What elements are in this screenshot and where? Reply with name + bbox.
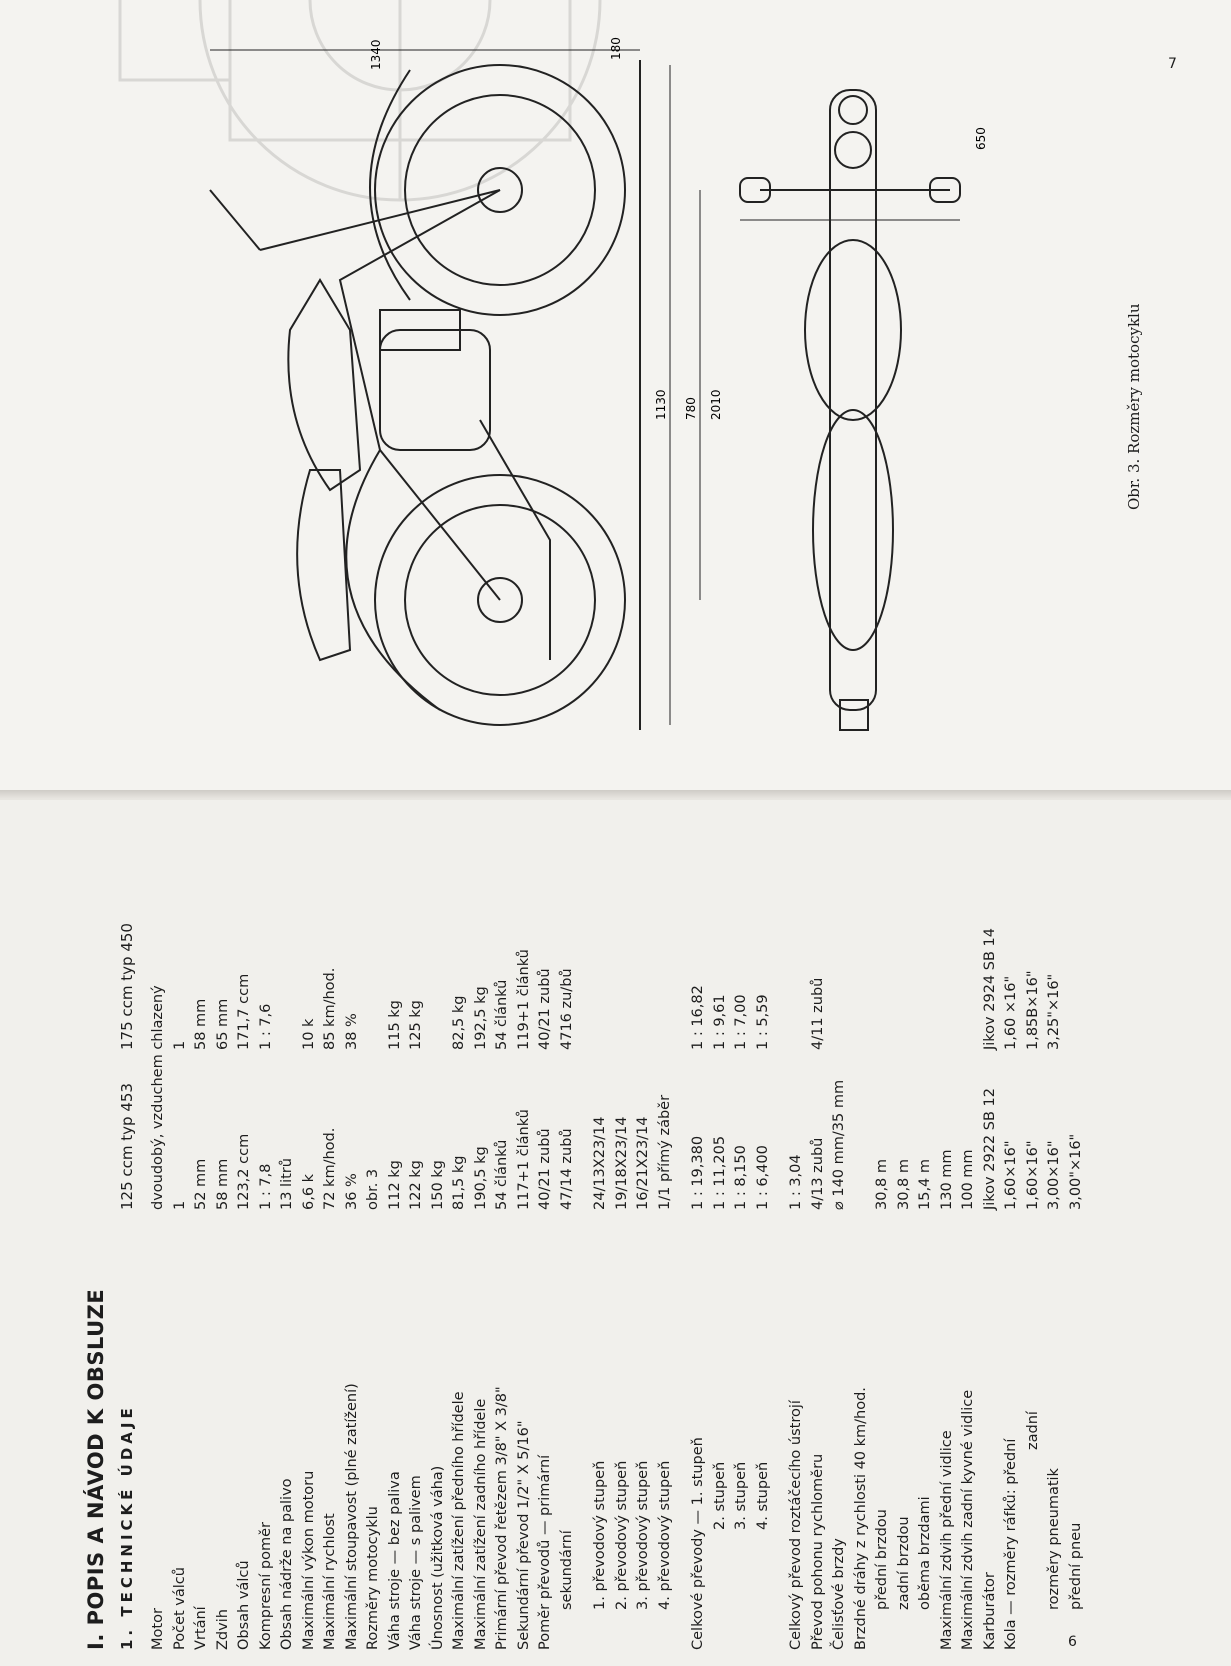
spec-value-125: 122 kg <box>408 1160 424 1210</box>
spec-value-125: 52 mm <box>193 1158 209 1210</box>
spec-row <box>428 830 450 1650</box>
spec-label: Sekundární převod 1/2" X 5/16" <box>515 1420 532 1650</box>
spec-value-125: 40/21 zubů <box>537 1128 553 1210</box>
spec-row <box>256 830 278 1650</box>
spec-label: oběma brzdami <box>917 1496 933 1610</box>
spec-row <box>1066 830 1088 1650</box>
spec-value-125: 1,60×16" <box>1003 1140 1019 1210</box>
spec-label: Váha stroje — s palivem <box>408 1475 424 1650</box>
spec-row <box>471 830 493 1650</box>
spec-row <box>937 830 959 1650</box>
spec-value-125: 1 : 8,150 <box>733 1145 749 1210</box>
spec-value-175: 38 % <box>343 1013 360 1050</box>
spec-label: Maximální zatížení zadního hřídele <box>472 1398 489 1650</box>
spec-value-175: 1 : 16,82 <box>690 985 706 1050</box>
spec-row <box>731 830 753 1650</box>
spec-value-175: 1 <box>171 1040 188 1050</box>
spec-value-175: Jikov 2924 SB 14 <box>981 928 998 1050</box>
spec-row <box>191 830 213 1650</box>
column-header-125: 125 ccm typ 453 <box>118 1083 136 1210</box>
spec-row <box>557 830 579 1650</box>
motorcycle-dimensions-figure <box>80 37 1000 750</box>
dimension-label: 650 <box>974 127 988 150</box>
spec-value-shared: 1/1 přímý záběr <box>656 1094 673 1210</box>
spec-row <box>406 830 428 1650</box>
spec-row <box>385 830 407 1650</box>
spec-label: Čelisťové brzdy <box>831 1538 847 1650</box>
spec-row <box>612 830 634 1650</box>
spec-row <box>320 830 342 1650</box>
spec-row <box>299 830 321 1650</box>
spec-row <box>492 830 514 1650</box>
spec-row <box>894 830 916 1650</box>
spec-row <box>808 830 830 1650</box>
spec-value-125: 1 <box>171 1200 188 1210</box>
spec-row <box>449 830 471 1650</box>
spec-label: sekundární <box>558 1530 575 1610</box>
spec-row <box>980 830 1002 1650</box>
spec-value-shared: obr. 3 <box>365 1168 381 1210</box>
spec-label: 2. stupeň <box>711 1461 728 1530</box>
spec-label: Obsah nádrže na palivo <box>279 1478 295 1650</box>
spec-value-175: 40/21 zubů <box>537 968 553 1050</box>
spec-value-175: 115 kg <box>386 1000 403 1050</box>
spec-row <box>1001 830 1023 1650</box>
spec-label: přední pneu <box>1067 1522 1084 1610</box>
spec-value-shared: dvoudobý, vzduchem chlazený <box>150 985 166 1210</box>
dimension-label: 1130 <box>654 389 668 420</box>
spec-label: Kompresní poměr <box>257 1521 274 1650</box>
technical-data-table <box>148 830 1087 1650</box>
page-number-left: 6 <box>1068 1634 1077 1650</box>
spec-label: Kola — rozměry ráfků: přední <box>1003 1438 1019 1650</box>
spec-value-125: 123,2 ccm <box>236 1133 252 1210</box>
spec-value-125: 1 : 11,205 <box>711 1135 728 1210</box>
spec-value-shared: 13 litrů <box>279 1158 295 1210</box>
spec-label: Poměr převodů — primární <box>537 1454 553 1650</box>
spec-label: Převod pohonu rychloměru <box>809 1453 826 1650</box>
column-header-175: 175 ccm typ 450 <box>118 923 136 1050</box>
spec-value-175: 1 : 9,61 <box>711 994 728 1050</box>
spec-row <box>234 830 256 1650</box>
spec-value-125: Jikov 2922 SB 12 <box>981 1088 998 1210</box>
spec-row <box>829 830 851 1650</box>
spec-value-175: 1 : 7,6 <box>257 1003 274 1050</box>
spec-label: 3. převodový stupeň <box>635 1460 651 1610</box>
spec-value-125: 1,60×16" <box>1024 1140 1041 1210</box>
page-number-right: 7 <box>1168 56 1177 72</box>
spec-value-175: 58 mm <box>193 998 209 1050</box>
spec-value-125: 3,00×16" <box>1046 1140 1062 1210</box>
spec-label: přední brzdou <box>874 1509 890 1610</box>
spec-value-175: 4/11 zubů <box>809 977 826 1050</box>
spec-row <box>872 830 894 1650</box>
spec-value-shared: 30,8 m <box>895 1158 912 1210</box>
spec-label: Vrtání <box>193 1606 209 1650</box>
spec-row <box>851 830 873 1650</box>
spec-label: Únosnost (užitková váha) <box>429 1465 446 1650</box>
spec-value-125: 1 : 7,8 <box>257 1163 274 1210</box>
spec-row <box>213 830 235 1650</box>
spec-row <box>363 830 385 1650</box>
spec-value-175: 3,25"×16" <box>1046 973 1062 1050</box>
spec-value-175: 1 : 7,00 <box>733 994 749 1050</box>
spec-label: rozměry pneumatik <box>1046 1468 1062 1610</box>
spec-value-175: 125 kg <box>408 1000 424 1050</box>
spec-value-125: 72 km/hod. <box>322 1127 338 1210</box>
spec-value-125: 1 : 19,380 <box>690 1135 706 1210</box>
spec-value-175: 1,60 ×16" <box>1003 975 1019 1050</box>
spec-value-shared: 30,8 m <box>874 1158 890 1210</box>
spec-row <box>688 830 710 1650</box>
spec-value-shared: 3,00"×16" <box>1067 1133 1084 1210</box>
spec-row <box>148 830 170 1650</box>
spec-value-125: 4/13 zubů <box>809 1137 826 1210</box>
spec-value-125: 117+1 článků <box>515 1109 532 1210</box>
spec-value-175: 1 : 5,59 <box>754 994 771 1050</box>
spec-value-125: 47/14 zubů <box>558 1128 575 1210</box>
spec-value-shared: 24/13X23/14 <box>592 1116 608 1210</box>
spec-value-shared: ⌀ 140 mm/35 mm <box>831 1079 847 1210</box>
figure-caption: Obr. 3. Rozměry motocyklu <box>1125 303 1143 510</box>
spec-label: Celkové převody — 1. stupeň <box>690 1437 706 1650</box>
dimension-label: 1340 <box>369 39 383 70</box>
spec-value-175: 1,85B×16" <box>1024 970 1041 1050</box>
spec-value-shared: 15,4 m <box>917 1158 933 1210</box>
spec-label: Primární převod řetězem 3/8" X 3/8" <box>494 1386 510 1650</box>
spec-label: 3. stupeň <box>733 1461 749 1530</box>
spec-label: Počet válců <box>171 1567 188 1650</box>
spec-row <box>342 830 364 1650</box>
spec-value-125: 1 : 6,400 <box>754 1145 771 1210</box>
spec-row <box>1023 830 1045 1650</box>
spec-row <box>277 830 299 1650</box>
dimension-label: 2010 <box>709 389 723 420</box>
spec-value-shared: 130 mm <box>938 1149 955 1210</box>
spec-value-125: 112 kg <box>386 1160 403 1210</box>
dimension-label: 780 <box>684 397 698 420</box>
spec-value-125: 36 % <box>343 1173 360 1210</box>
spec-label: Maximální zdvih přední vidlice <box>938 1430 955 1650</box>
spec-row <box>655 830 677 1650</box>
spec-row <box>958 830 980 1650</box>
spec-row <box>170 830 192 1650</box>
spec-row <box>915 830 937 1650</box>
spec-value-125: 54 článků <box>494 1139 510 1210</box>
spec-label: 2. převodový stupeň <box>613 1460 630 1610</box>
spec-value-175: 192,5 kg <box>472 986 489 1050</box>
spec-label: Obsah válců <box>236 1560 252 1650</box>
spec-label: Maximální výkon motoru <box>300 1470 317 1650</box>
spec-row <box>786 830 808 1650</box>
spec-value-125: 190,5 kg <box>472 1146 489 1210</box>
spec-label: zadní brzdou <box>895 1516 912 1610</box>
spec-label: Maximální stoupavost (plné zatížení) <box>343 1383 360 1650</box>
spec-value-175: 119+1 článků <box>515 949 532 1050</box>
spec-row <box>514 830 536 1650</box>
spec-value-shared: 1 : 3,04 <box>788 1154 804 1210</box>
subsection-title: 1. TECHNICKÉ ÚDAJE <box>118 1404 136 1650</box>
spec-value-175: 65 mm <box>214 998 231 1050</box>
spec-label: 1. převodový stupeň <box>592 1460 608 1610</box>
spec-label: Brzdné dráhy z rychlosti 40 km/hod. <box>852 1387 869 1650</box>
spec-value-125: 58 mm <box>214 1158 231 1210</box>
spec-label: Maximální rychlost <box>322 1513 338 1650</box>
spec-row <box>1044 830 1066 1650</box>
spec-label: Maximální zdvih zadní kyvné vidlice <box>960 1389 976 1650</box>
spec-value-175: 82,5 kg <box>451 995 467 1050</box>
spec-value-125: 6,6 k <box>300 1173 317 1210</box>
spec-row <box>535 830 557 1650</box>
spec-row <box>633 830 655 1650</box>
spec-label: 4. stupeň <box>754 1461 771 1530</box>
spec-row <box>710 830 732 1650</box>
spec-label: zadní <box>1024 1411 1041 1450</box>
spec-label: Maximální zatížení předního hřídele <box>451 1391 467 1650</box>
section-title: I. POPIS A NÁVOD K OBSLUZE <box>84 1288 108 1650</box>
spec-label: Váha stroje — bez paliva <box>386 1471 403 1650</box>
spec-value-175: 10 k <box>300 1018 317 1050</box>
spec-row <box>590 830 612 1650</box>
page-six-content <box>60 830 1170 1650</box>
spec-value-175: 171,7 ccm <box>236 973 252 1050</box>
spec-value-175: 54 článků <box>494 979 510 1050</box>
dimension-label: 180 <box>609 37 623 60</box>
spec-value-175: 85 km/hod. <box>322 967 338 1050</box>
spec-value-175: 4716 zu/bů <box>558 968 575 1050</box>
spec-label: 4. převodový stupeň <box>656 1460 673 1610</box>
spec-label: Motor <box>150 1608 166 1650</box>
page-seven-content <box>0 10 1150 790</box>
spec-value-shared: 100 mm <box>960 1149 976 1210</box>
spec-row <box>753 830 775 1650</box>
spec-value-shared: 16/21X23/14 <box>635 1116 651 1210</box>
spec-value-125: 81,5 kg <box>451 1155 467 1210</box>
spec-label: Rozměry motocyklu <box>365 1506 381 1650</box>
spec-label: Zdvih <box>214 1609 231 1650</box>
spec-label: Celkový převod roztáčecího ústrojí <box>788 1400 804 1650</box>
spec-value-shared: 150 kg <box>429 1160 446 1210</box>
spec-label: Karburátor <box>981 1572 998 1650</box>
spec-value-shared: 19/18X23/14 <box>613 1116 630 1210</box>
